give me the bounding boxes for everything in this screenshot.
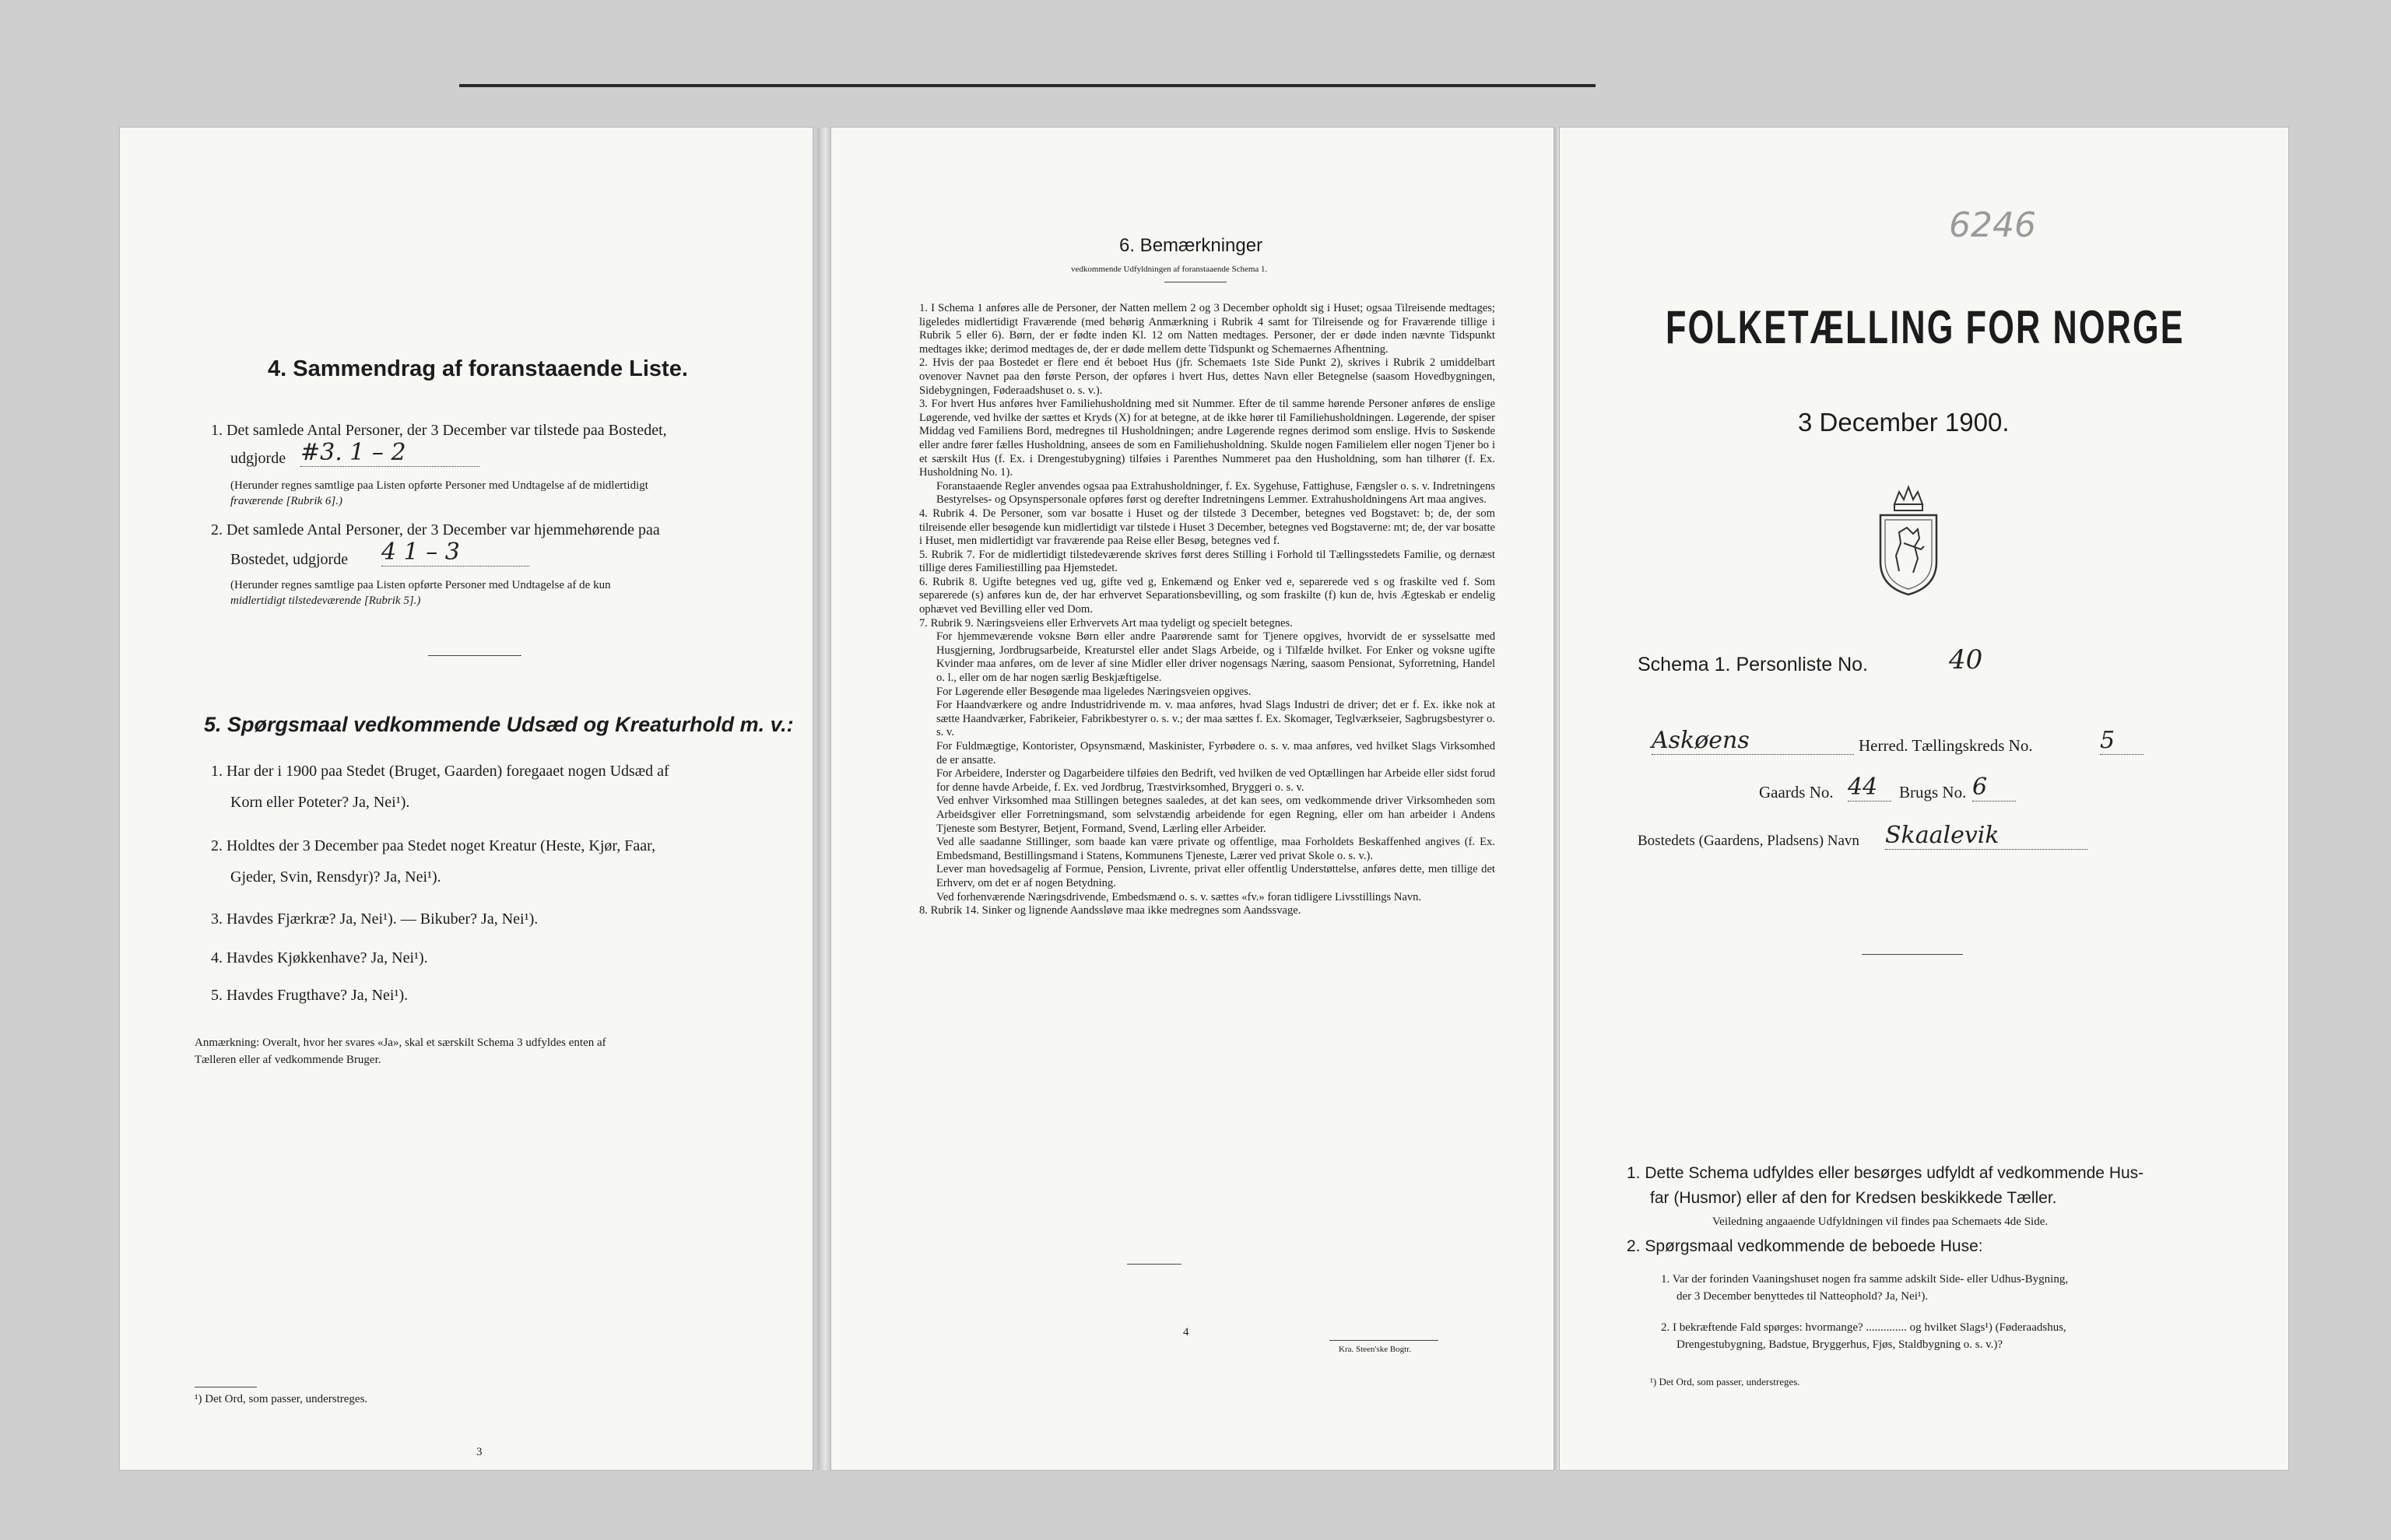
divider <box>428 655 521 656</box>
main-title: FOLKETÆLLING FOR NORGE <box>1666 301 2185 353</box>
herred-value: Askøens <box>1652 727 1854 755</box>
remark-line-1: Anmærkning: Overalt, hvor her svares «Ja», skal et særskilt Schema 3 udfyldes enten af <box>195 1037 606 1049</box>
kreds-number: 5 <box>2100 727 2143 755</box>
q1-line2: udgjorde <box>230 450 286 467</box>
s5-item-2a: 2. Holdtes der 3 December paa Stedet noget Kreatur (Heste, Kjør, Faar, <box>211 837 655 854</box>
remark-para: 7. Rubrik 9. Næringsveiens eller Erhvervets Art maa tydeligt og specielt betegnes. <box>919 616 1293 630</box>
remark-para: 1. I Schema 1 anføres alle de Personer, der Natten mellem 2 og 3 December opholdt sig i Huset; ogsaa Tilreisende medtages; ligeledes midlertidigt Fraværende (med behørig Anmærkning i Rubrik 4 samt for Tilreisende og for Fraværende tillige i Rubrik 5 eller 6). Børn, der er fødte inden Kl. 12 om Natten medtages. Personer, der er døde inden nævnte Tidspunkt medtages ikke; derimod medtages de, der er døde mellem dette Tidspunkt og Schemaernes Afhentning. <box>919 302 1495 356</box>
instruction-1c: Veiledning angaaende Udfyldningen vil findes paa Schemaets 4de Side. <box>1712 1216 2049 1228</box>
q1-note-2: fraværende [Rubrik 6].) <box>230 495 343 507</box>
remark-para: Lever man hovedsagelig af Formue, Pension, Livrente, privat eller offentlig Understøttelse, anføres dette, men tillige det Erhverv, om det er af nogen Betydning. <box>936 863 1495 889</box>
remark-para: 6. Rubrik 8. Ugifte betegnes ved ug, gifte ved g, Enkemænd og Enker ved e, separerede ved s og fraskilte ved f. Som separerede (s) anføres kun de, der har erhvervet Separationsbevilling, og som fraskilte (f) kun de, hvis Ægteskab er endelig ophævet ved Bevilling eller ved Dom. <box>919 575 1495 616</box>
instruction-2-2b: Drengestubygning, Badstue, Bryggerhus, Fjøs, Staldbygning o. s. v.)? <box>1677 1338 2003 1351</box>
remark-para: 4. Rubrik 4. De Personer, som var bosatte i Huset og der tilstede 3 December, betegnes ved Bogstavet: b; de, der som tilreisende eller besøgende kun midlertidigt var tilstede i Huset 3 December, betegnes ved Bogstaverne: mt; de, der var bosatte i Huset, men midlertidigt var fraværende paa Reise eller Besøg, betegnes ved f. <box>919 507 1495 548</box>
divider <box>1127 1264 1181 1265</box>
gaards-number: 44 <box>1848 774 1891 802</box>
s5-item-1a: 1. Har der i 1900 paa Stedet (Bruget, Gaarden) foregaaet nogen Udsæd af <box>211 763 669 780</box>
instruction-2: 2. Spørgsmaal vedkommende de beboede Huse: <box>1627 1237 1983 1255</box>
footnote: ¹) Det Ord, som passer, understreges. <box>195 1393 368 1405</box>
page-fold <box>817 128 833 1470</box>
page-1-cover <box>1560 128 2288 1470</box>
s5-item-3: 3. Havdes Fjærkræ? Ja, Nei¹). — Bikuber? Ja, Nei¹). <box>211 910 539 928</box>
q1-note-1: (Herunder regnes samtlige paa Listen opførte Personer med Undtagelse af de midlertidigt <box>230 479 648 492</box>
remark-para: 3. For hvert Hus anføres hver Familiehusholdning med sit Nummer. Efter de til samme hørende Personer anføres de enslige Løgerende, ved hvilke der sættes et Kryds (X) for at betegne, at de ikke hører til Familiehusholdningen. Løgerende, der spiser Middag ved Familiens Bord, medregnes til Husholdningen; andre Løgerende regnes derimod som enslige. Hvis to Søskende eller andre fører fælles Husholdning, ansees de som en Familiehusholdning. Skulde nogen Familielem eller nogen Tjener bo i et særskilt Hus (f. Ex. i Drengestubygning) tilføies i Parenthes Nummeret paa den Husholdning, som han tilhører (f. Ex. Husholdning No. 1). <box>919 398 1495 479</box>
s5-item-5: 5. Havdes Frugthave? Ja, Nei¹). <box>211 987 409 1004</box>
coat-of-arms-icon <box>1873 478 1944 598</box>
remark-para: For Løgerende eller Besøgende maa ligeledes Næringsveien opgives. <box>936 685 1252 698</box>
footnote: ¹) Det Ord, som passer, understreges. <box>1650 1376 1800 1387</box>
section-4-heading: 4. Sammendrag af foranstaaende Liste. <box>268 356 688 381</box>
q2-note-1: (Herunder regnes samtlige paa Listen opførte Personer med Undtagelse af de kun <box>230 579 611 591</box>
bosted-value: Skaalevik <box>1885 822 2087 850</box>
remark-para: 2. Hvis der paa Bostedet er flere end ét beboet Hus (jfr. Schemaets 1ste Side Punkt 2), skrives i Rubrik 2 umiddelbart ovenover Navnet paa den første Person, der opføres i hvert Hus, dettes Navn eller Betegnelse (saasom Hovedbygningen, Sidebygningen, Føderaadshuset o. s. v.). <box>919 356 1495 397</box>
remark-para: For Haandværkere og andre Industridrivende m. v. maa anføres, hvad Slags Industri de driver; det er f. Ex. ikke nok at sætte Haandværker, Fabrikeier, Fabrikbestyrer o. s. v.; der maa sættes f. Ex. Skomager, Teglværkseier, Sagbrugsbestyrer o. s. v. <box>936 699 1495 739</box>
q1-line1: 1. Det samlede Antal Personer, der 3 December var tilstede paa Bostedet, <box>211 422 667 439</box>
remark-line-2: Tælleren eller af vedkommende Bruger. <box>195 1054 381 1066</box>
q2-line2: Bostedet, udgjorde <box>230 551 349 568</box>
brugs-label: Brugs No. <box>1899 783 1967 802</box>
census-date: 3 December 1900. <box>1798 408 2010 437</box>
personliste-number: 40 <box>1949 644 1983 675</box>
instruction-1b: far (Husmor) eller af den for Kredsen beskikkede Tæller. <box>1650 1189 2057 1207</box>
printer-imprint: Kra. Steen'ske Bogtr. <box>1339 1345 1412 1354</box>
instruction-2-1a: 1. Var der forinden Vaaningshuset nogen fra samme adskilt Side- eller Udhus-Bygning, <box>1661 1273 2069 1286</box>
remark-para: 8. Rubrik 14. Sinker og lignende Aandssløve maa ikke medregnes som Aandssvage. <box>919 904 1301 917</box>
remark-para: Foranstaaende Regler anvendes ogsaa paa Extrahusholdninger, f. Ex. Sygehuse, Fattighuse, Fængsler o. s. v. Indretningens Bestyrelses- og Opsynspersonale opføres først og derefter Indretningens Lemmer. Extrahusholdningens Art maa angives. <box>936 479 1495 507</box>
bosted-label: Bostedets (Gaardens, Pladsens) Navn <box>1638 833 1859 849</box>
remark-para: Ved enhver Virksomhed maa Stillingen betegnes saaledes, at det kan sees, om vedkommende driver Virksomheden som Arbeidsgiver eller Forretningsmand, som selvstændig arbeidende for egen Regning, eller om han arbeider i Andens Tjeneste som Bestyrer, Betjent, Formand, Svend, Lærling eller Arbeider. <box>936 795 1495 835</box>
remark-para: For hjemmeværende voksne Børn eller andre Paarørende samt for Tjenere opgives, hvorvidt de er sysselsatte med Husgjerning, Jordbrugsarbeide, Kreaturstel eller andet Slags Arbeide, og i Tilfælde hvilket. For Enker og voksne ugifte Kvinder maa anføres, om de lever af sine Midler eller driver nogensags Næring, saasom Pensionat, Syforretning, Handel o. l., eller om de har nogen særlig Beskjæftigelse. <box>936 630 1495 685</box>
s5-item-2b: Gjeder, Svin, Rensdyr)? Ja, Nei¹). <box>230 868 441 886</box>
q1-handwritten-value: #3. 1 – 2 <box>300 439 479 467</box>
instruction-2-1b: der 3 December benyttedes til Natteophold? Ja, Nei¹). <box>1677 1290 1929 1303</box>
s5-item-4: 4. Havdes Kjøkkenhave? Ja, Nei¹). <box>211 949 428 966</box>
herred-label: Herred. Tællingskreds No. <box>1859 736 2033 755</box>
ornament-divider <box>1862 954 1963 955</box>
page-number: 4 <box>1183 1326 1189 1338</box>
page-4 <box>831 128 1554 1470</box>
page-number: 3 <box>476 1446 483 1458</box>
pencil-archive-number: 6246 <box>1949 205 2036 245</box>
brugs-number: 6 <box>1972 774 2016 802</box>
printer-rule <box>1329 1340 1438 1341</box>
instruction-2-2a: 2. I bekræftende Fald spørges: hvormange? .............. og hvilket Slags¹) (Føderaadshus, <box>1661 1321 2066 1334</box>
page-3 <box>120 128 813 1470</box>
q2-note-2: midlertidigt tilstedeværende [Rubrik 5].) <box>230 595 421 607</box>
remark-para: For Arbeidere, Inderster og Dagarbeidere tilføies den Bedrift, ved hvilken de ved Optællingen har Arbeide eller sidst forud for denne havde Arbeide, f. Ex. ved Jordbrug, Træstvirksomhed, Bryggeri o. s. v. <box>936 767 1495 794</box>
remark-para: Ved alle saadanne Stillinger, som baade kan være private og offentlige, maa Forholdets Beskaffenhed angives (f. Ex. Embedsmand, Bestillingsmand i Statens, Kommunens Tjeneste, Lærer ved privat Skole o. s. v.). <box>936 836 1495 862</box>
remarks-heading: 6. Bemærkninger <box>1119 235 1263 256</box>
instruction-1a: 1. Dette Schema udfyldes eller besørges udfyldt af vedkommende Hus- <box>1627 1164 2144 1182</box>
q2-line1: 2. Det samlede Antal Personer, der 3 December var hjemmehørende paa <box>211 521 660 538</box>
remark-para: For Fuldmægtige, Kontorister, Opsynsmænd, Maskinister, Fyrbødere o. s. v. maa anføres, ved hvilket Slags Virksomhed de er ansatte. <box>936 740 1495 766</box>
s5-item-1b: Korn eller Poteter? Ja, Nei¹). <box>230 794 410 811</box>
remark-para: 5. Rubrik 7. For de midlertidigt tilstedeværende skrives først deres Stilling i Forhold til Tællingsstedets Familie, og dernæst tillige deres Familiestilling paa Hjemstedet. <box>919 548 1495 575</box>
remarks-body <box>919 302 1495 918</box>
q2-handwritten-value: 4 1 – 3 <box>381 538 529 567</box>
remarks-subheading: vedkommende Udfyldningen af foranstaaende Schema 1. <box>1071 265 1268 274</box>
section-5-heading: 5. Spørgsmaal vedkommende Udsæd og Kreaturhold m. v.: <box>204 713 794 736</box>
remark-para: Ved forhenværende Næringsdrivende, Embedsmænd o. s. v. sættes «fv.» foran tidligere Livsstillings Navn. <box>936 890 1422 903</box>
gaards-label: Gaards No. <box>1759 783 1834 802</box>
top-edge-line <box>459 84 1596 87</box>
schema-label: Schema 1. Personliste No. <box>1638 654 1868 675</box>
